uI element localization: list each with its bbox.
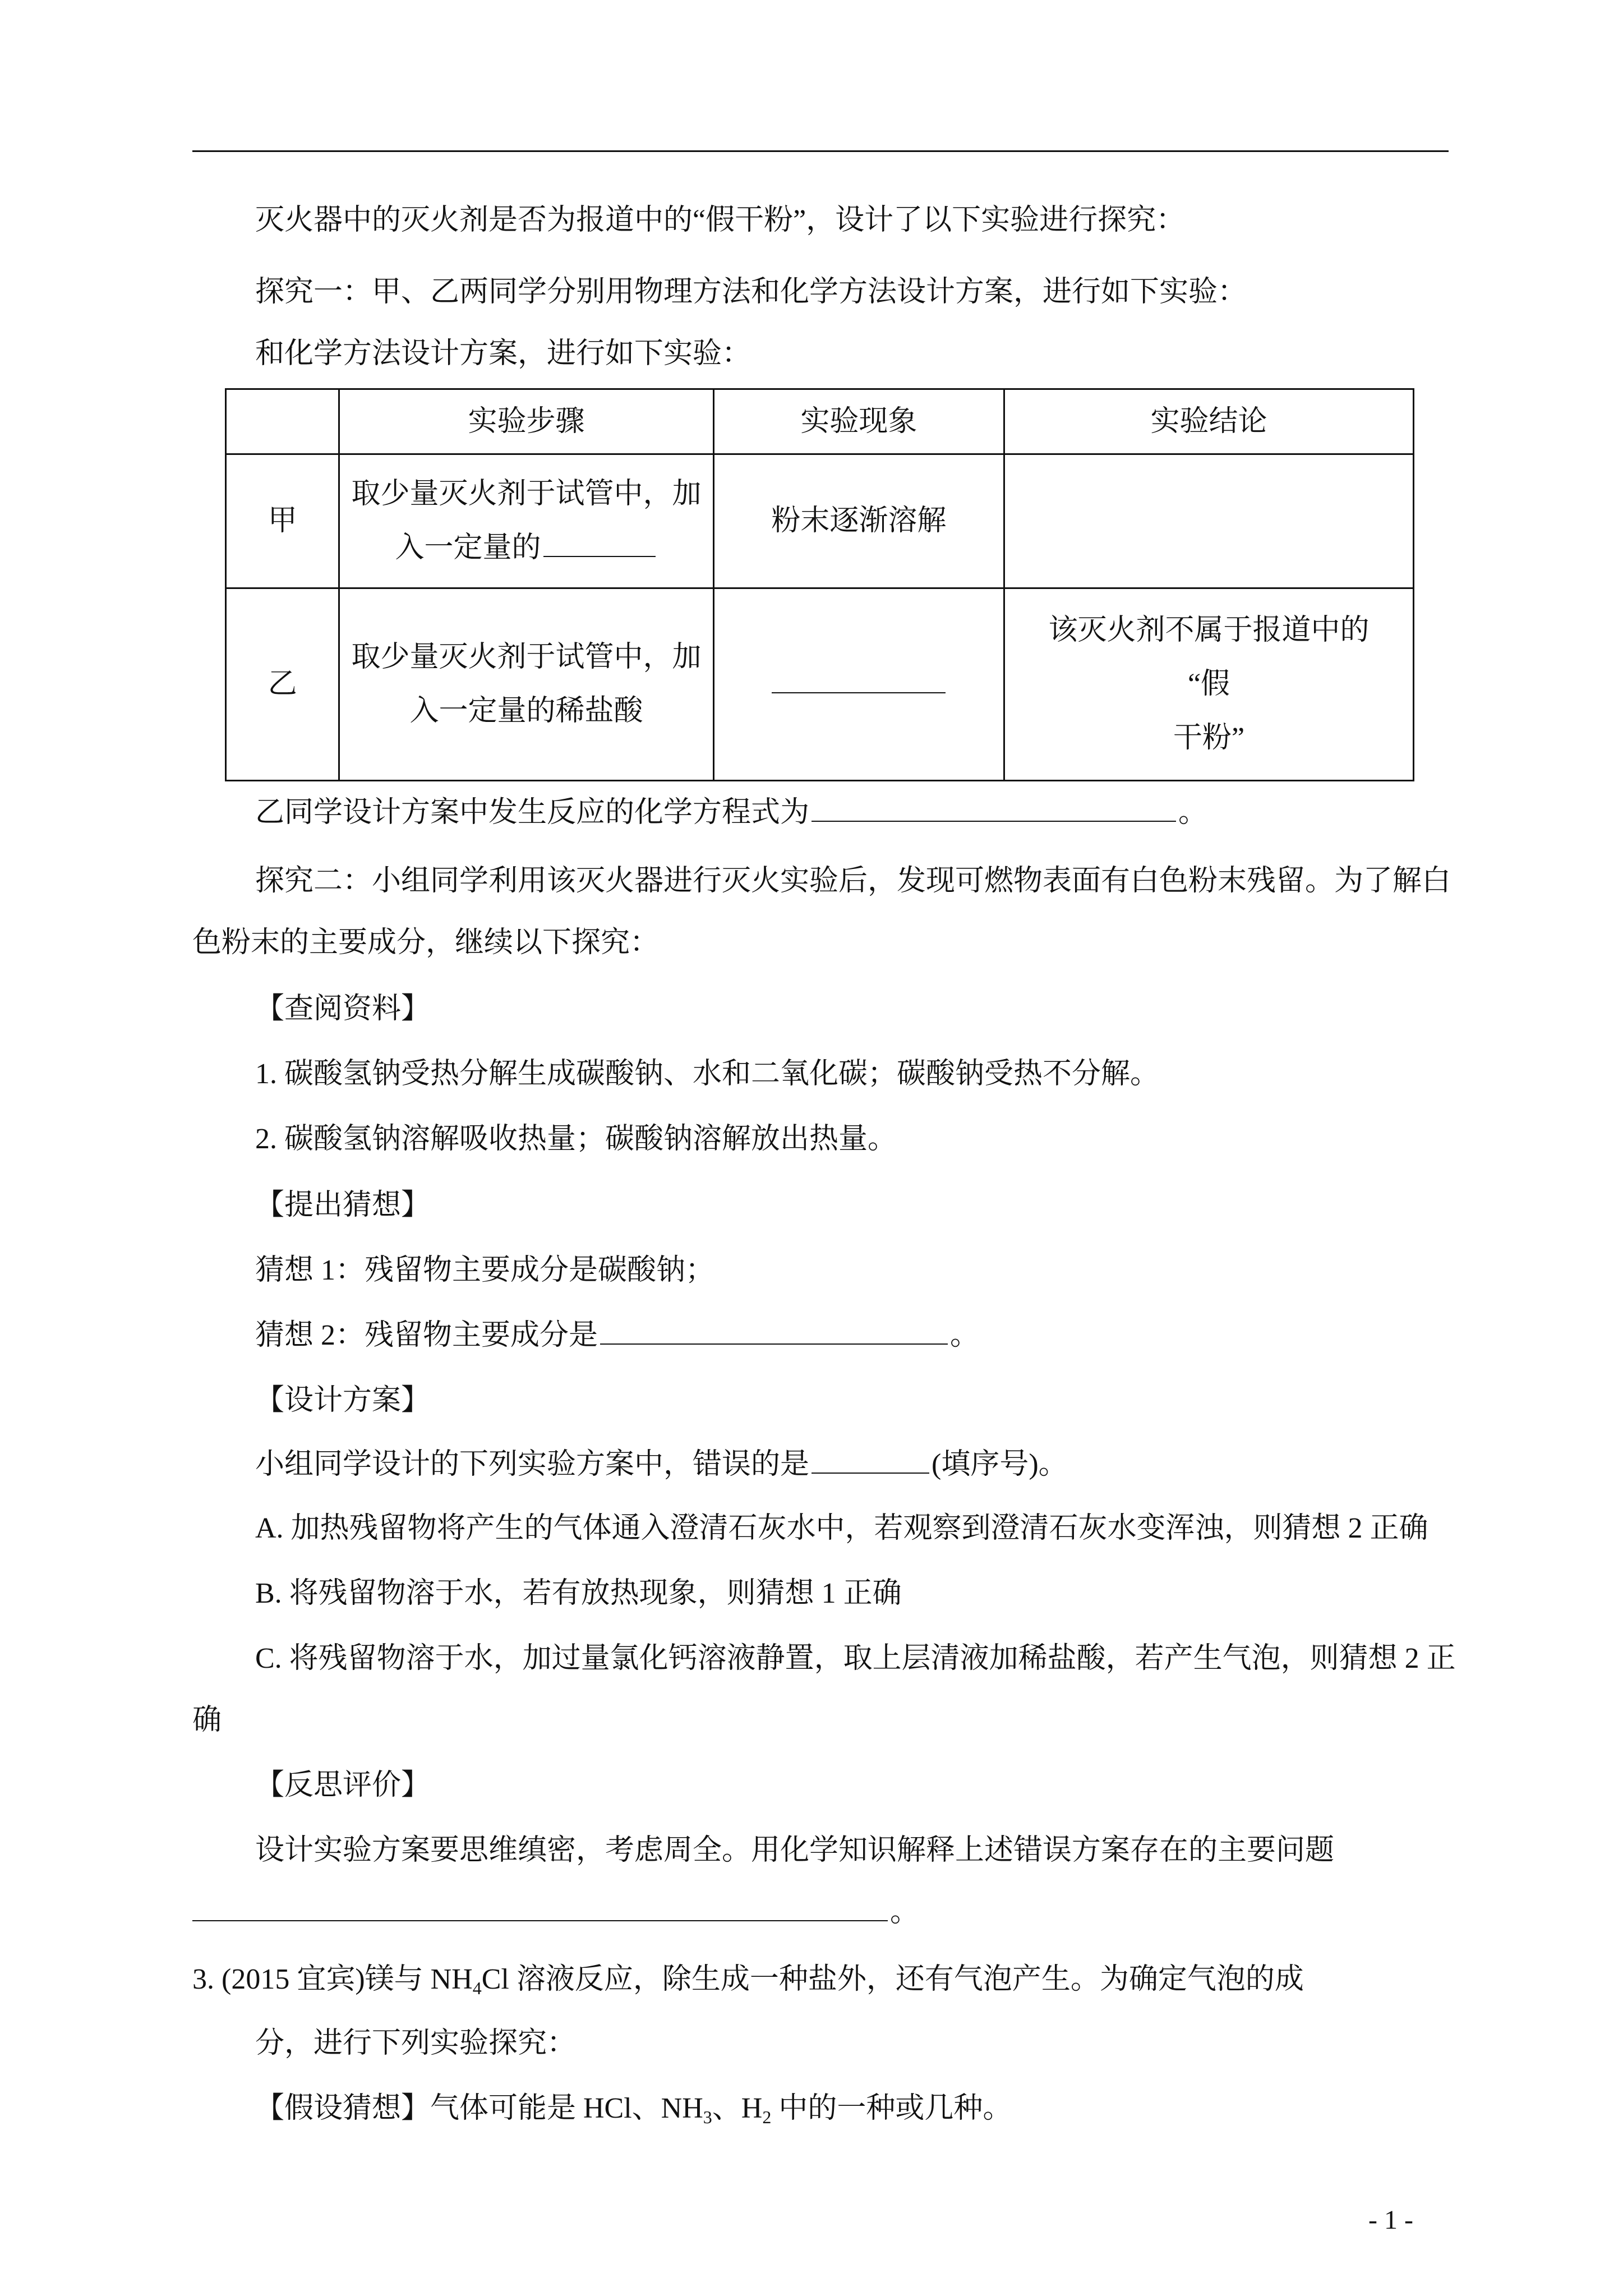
investigation-two-line: 探究二：小组同学利用该灭火器进行灭火实验后，发现可燃物表面有白色粉末残留。为了解白	[255, 865, 1451, 897]
answer-blank[interactable]	[811, 795, 1176, 822]
subscript: 2	[762, 2107, 772, 2127]
hypothesis-text: 中的一种或几种。	[771, 2092, 1012, 2124]
question-3	[192, 1960, 1304, 1999]
equation-text: 乙同学设计方案中发生反应的化学方程式为	[255, 797, 810, 829]
intro-line: 灭火器中的灭火剂是否为报道中的“假干粉”，设计了以下实验进行探究：	[255, 204, 1186, 236]
table-header-row	[226, 389, 1414, 454]
reference-item: 2. 碳酸氢钠溶解吸收热量；碳酸钠溶解放出热量。	[255, 1123, 897, 1155]
hypothesis-text: 、H	[712, 2092, 763, 2124]
header-cell-steps: 实验步骤	[339, 389, 713, 454]
header-cell-conclusion: 实验结论	[1004, 389, 1414, 454]
header-rule	[192, 150, 1449, 152]
steps-text	[351, 521, 701, 575]
row-label-jia: 甲	[226, 454, 339, 588]
header-cell-blank	[226, 389, 339, 454]
phenomenon-cell: 粉末逐渐溶解	[713, 454, 1004, 588]
steps-cell	[339, 454, 713, 588]
method-line: 和化学方法设计方案，进行如下实验：	[255, 338, 751, 370]
option-b: B. 将残留物溶于水，若有放热现象，则猜想 1 正确	[255, 1577, 902, 1609]
steps-cell	[339, 588, 713, 781]
plan-question	[255, 1445, 1068, 1484]
phenomenon-cell	[713, 588, 1004, 781]
guess-item	[255, 1316, 979, 1355]
conclusion-cell	[1004, 454, 1414, 588]
investigation-one-line: 探究一：甲、乙两同学分别用物理方法和化学方法设计方案，进行如下实验：	[255, 276, 1247, 308]
conclusion-cell	[1004, 588, 1414, 781]
steps-text-fragment: 入一定量的	[395, 532, 541, 564]
plan-text: 小组同学设计的下列实验方案中，错误的是	[255, 1448, 810, 1480]
plan-hint: (填序号)。	[932, 1448, 1068, 1480]
question-3-text: 3. (2015 宜宾)镁与 NH	[192, 1963, 473, 1995]
hypothesis-text: 【假设猜想】气体可能是 HCl、NH	[255, 2092, 703, 2124]
question-3-text: Cl 溶液反应，除生成一种盐外，还有气泡产生。为确定气泡的成	[481, 1963, 1304, 1995]
table-row	[226, 454, 1414, 588]
subscript: 3	[703, 2107, 712, 2127]
answer-blank[interactable]	[600, 1318, 948, 1345]
header-cell-phenomenon: 实验现象	[713, 389, 1004, 454]
conclusion-text: “假	[1187, 668, 1230, 700]
reflection-answer-line	[192, 1893, 919, 1932]
conclusion-text: 该灭火剂不属于报道中的	[1048, 614, 1370, 646]
reference-item: 1. 碳酸氢钠受热分解生成碳酸钠、水和二氧化碳；碳酸钠受热不分解。	[255, 1058, 1160, 1090]
answer-blank[interactable]	[543, 530, 656, 557]
guess-end: 。	[950, 1319, 980, 1351]
conclusion-text: 干粉”	[1173, 722, 1245, 754]
option-a: A. 加热残留物将产生的气体通入澄清石灰水中，若观察到澄清石灰水变浑浊，则猜想 2 正确	[255, 1512, 1428, 1544]
page-number: - 1 -	[1368, 2205, 1413, 2235]
section-heading-reflection: 【反思评价】	[255, 1769, 431, 1801]
subscript: 4	[472, 1978, 482, 1998]
answer-blank[interactable]	[772, 666, 946, 693]
section-heading-references: 【查阅资料】	[255, 993, 431, 1025]
investigation-two-cont: 色粉末的主要成分，继续以下探究：	[192, 927, 660, 959]
table-row	[226, 588, 1414, 781]
section-heading-hypothesis: 【提出猜想】	[255, 1189, 431, 1221]
section-heading-design: 【设计方案】	[255, 1384, 431, 1416]
equation-end: 。	[1178, 797, 1208, 829]
steps-text: 取少量灭火剂于试管中，加	[351, 478, 702, 510]
guess-item: 猜想 1：残留物主要成分是碳酸钠；	[255, 1254, 715, 1286]
experiment-table	[225, 388, 1414, 781]
steps-text: 取少量灭火剂于试管中，加	[351, 641, 702, 673]
question-3-cont: 分，进行下列实验探究：	[255, 2027, 577, 2059]
option-c: C. 将残留物溶于水，加过量氯化钙溶液静置，取上层清液加稀盐酸，若产生气泡，则猜想 2 正	[255, 1642, 1456, 1674]
guess-text: 猜想 2：残留物主要成分是	[255, 1319, 598, 1351]
hypothesis-line	[255, 2089, 1012, 2128]
answer-blank[interactable]	[811, 1447, 929, 1474]
equation-line	[255, 793, 1207, 832]
steps-text: 入一定量的稀盐酸	[409, 695, 643, 727]
option-c-cont: 确	[192, 1704, 222, 1736]
reflection-end: 。	[890, 1896, 920, 1928]
row-label-yi: 乙	[226, 588, 339, 781]
reflection-question: 设计实验方案要思维缜密，考虑周全。用化学知识解释上述错误方案存在的主要问题	[255, 1834, 1335, 1866]
answer-blank[interactable]	[192, 1894, 888, 1921]
